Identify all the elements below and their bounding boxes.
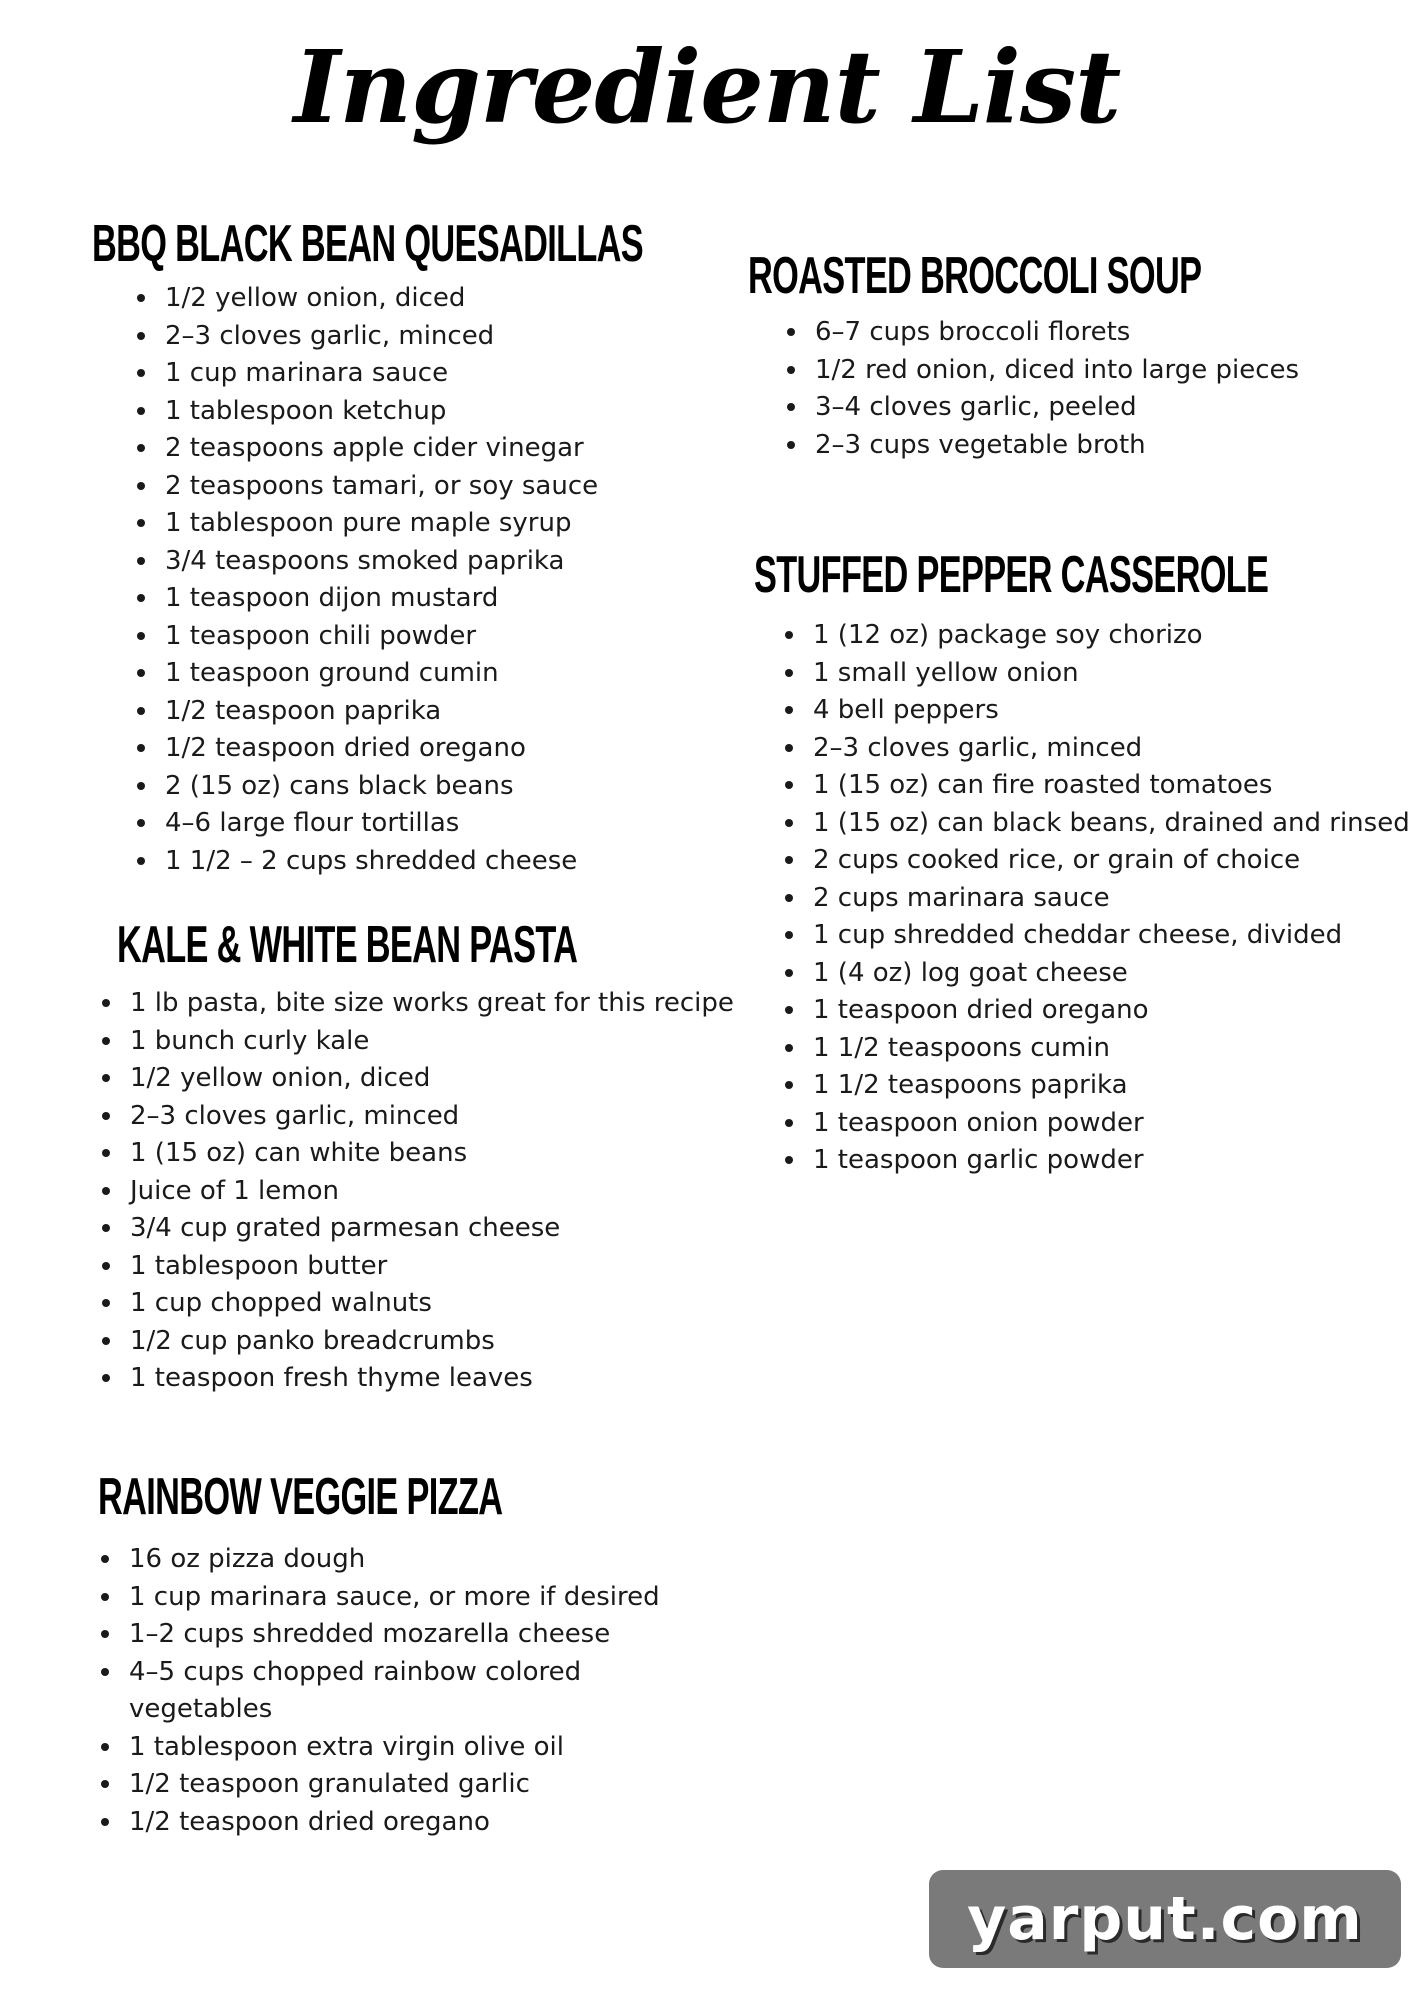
ingredient-item: 3/4 cup grated parmesan cheese [97,1210,814,1248]
ingredient-item: 2 teaspoons tamari, or soy sauce [132,468,927,506]
ingredient-item: 2 cups marinara sauce [780,880,1414,918]
ingredient-item: 1 (4 oz) log goat cheese [780,955,1414,993]
ingredient-item: 1 cup marinara sauce, or more if desired [96,1579,656,1617]
ingredient-item: 1/2 red onion, diced into large pieces [782,352,1414,390]
recipe-heading: BBQ BLACK BEAN QUESADILLAS [92,215,644,273]
recipe-heading: ROASTED BROCCOLI SOUP [748,247,1202,305]
ingredient-item: 2 cups cooked rice, or grain of choice [780,842,1414,880]
ingredient-item: 1/2 teaspoon dried oregano [96,1804,656,1842]
ingredient-item: 1 teaspoon chili powder [132,618,927,656]
ingredient-item: 1/2 yellow onion, diced [132,280,927,318]
ingredient-item: 2 (15 oz) cans black beans [132,768,927,806]
ingredient-item: 1 teaspoon dried oregano [780,992,1414,1030]
ingredient-item: 1 cup marinara sauce [132,355,927,393]
recipe-heading: KALE & WHITE BEAN PASTA [117,916,578,974]
ingredient-item: 2 teaspoons apple cider vinegar [132,430,927,468]
ingredient-item: 1 tablespoon extra virgin olive oil [96,1729,656,1767]
recipe-section-stuffed-pepper-casserole [754,543,1414,1180]
ingredient-item: 2–3 cloves garlic, minced [780,730,1414,768]
ingredient-list [782,314,1414,464]
ingredient-item: 1/2 teaspoon paprika [132,693,927,731]
ingredient-item: 1 (15 oz) can fire roasted tomatoes [780,767,1414,805]
ingredient-item: 1 bunch curly kale [97,1023,814,1061]
ingredient-item: 1 tablespoon ketchup [132,393,927,431]
ingredient-item: 1 1/2 teaspoons cumin [780,1030,1414,1068]
ingredient-item: 1 tablespoon butter [97,1248,814,1286]
ingredient-item: 1 teaspoon onion powder [780,1105,1414,1143]
ingredient-item: 6–7 cups broccoli florets [782,314,1414,352]
ingredient-item: 2–3 cups vegetable broth [782,427,1414,465]
ingredient-item: 1 teaspoon fresh thyme leaves [97,1360,814,1398]
recipe-section-roasted-broccoli-soup [748,244,1414,464]
ingredient-item: 4–5 cups chopped rainbow colored vegetables [96,1654,656,1729]
ingredient-item: 2–3 cloves garlic, minced [97,1098,814,1136]
ingredient-item: 1 1/2 – 2 cups shredded cheese [132,843,927,881]
ingredient-item: 3–4 cloves garlic, peeled [782,389,1414,427]
ingredient-item: 1 teaspoon ground cumin [132,655,927,693]
page-title: Ingredient List [293,28,1121,146]
ingredient-item: 16 oz pizza dough [96,1541,656,1579]
ingredient-item: 1 (15 oz) can white beans [97,1135,814,1173]
ingredient-item: 1 teaspoon garlic powder [780,1142,1414,1180]
ingredient-item: 1 tablespoon pure maple syrup [132,505,927,543]
ingredient-item: 1 1/2 teaspoons paprika [780,1067,1414,1105]
ingredient-item: Juice of 1 lemon [97,1173,814,1211]
ingredient-item: 1/2 yellow onion, diced [97,1060,814,1098]
ingredient-item: 1–2 cups shredded mozarella cheese [96,1616,656,1654]
ingredient-item: 1 (12 oz) package soy chorizo [780,617,1414,655]
watermark-text: yarput.com [967,1884,1363,1954]
watermark-badge [929,1870,1401,1968]
recipe-heading: STUFFED PEPPER CASSEROLE [754,546,1269,604]
ingredient-item: 1 lb pasta, bite size works great for this recipe [97,985,814,1023]
ingredient-item: 1 small yellow onion [780,655,1414,693]
recipe-section-kale-white-bean-pasta [117,913,814,1398]
ingredient-item: 1 teaspoon dijon mustard [132,580,927,618]
ingredient-item: 4–6 large flour tortillas [132,805,927,843]
recipe-heading: RAINBOW VEGGIE PIZZA [98,1468,503,1526]
ingredient-item: 1/2 cup panko breadcrumbs [97,1323,814,1361]
recipe-section-rainbow-veggie-pizza [98,1465,711,1841]
ingredient-list [780,617,1414,1180]
ingredient-item: 1/2 teaspoon dried oregano [132,730,927,768]
ingredient-item: 1 (15 oz) can black beans, drained and rinsed [780,805,1414,843]
ingredient-item: 3/4 teaspoons smoked paprika [132,543,927,581]
ingredient-list [97,985,814,1398]
ingredient-list [96,1541,660,1841]
ingredient-item: 2–3 cloves garlic, minced [132,318,927,356]
ingredient-item: 1 cup chopped walnuts [97,1285,814,1323]
ingredient-item: 1/2 teaspoon granulated garlic [96,1766,656,1804]
ingredient-item: 1 cup shredded cheddar cheese, divided [780,917,1414,955]
ingredient-item: 4 bell peppers [780,692,1414,730]
